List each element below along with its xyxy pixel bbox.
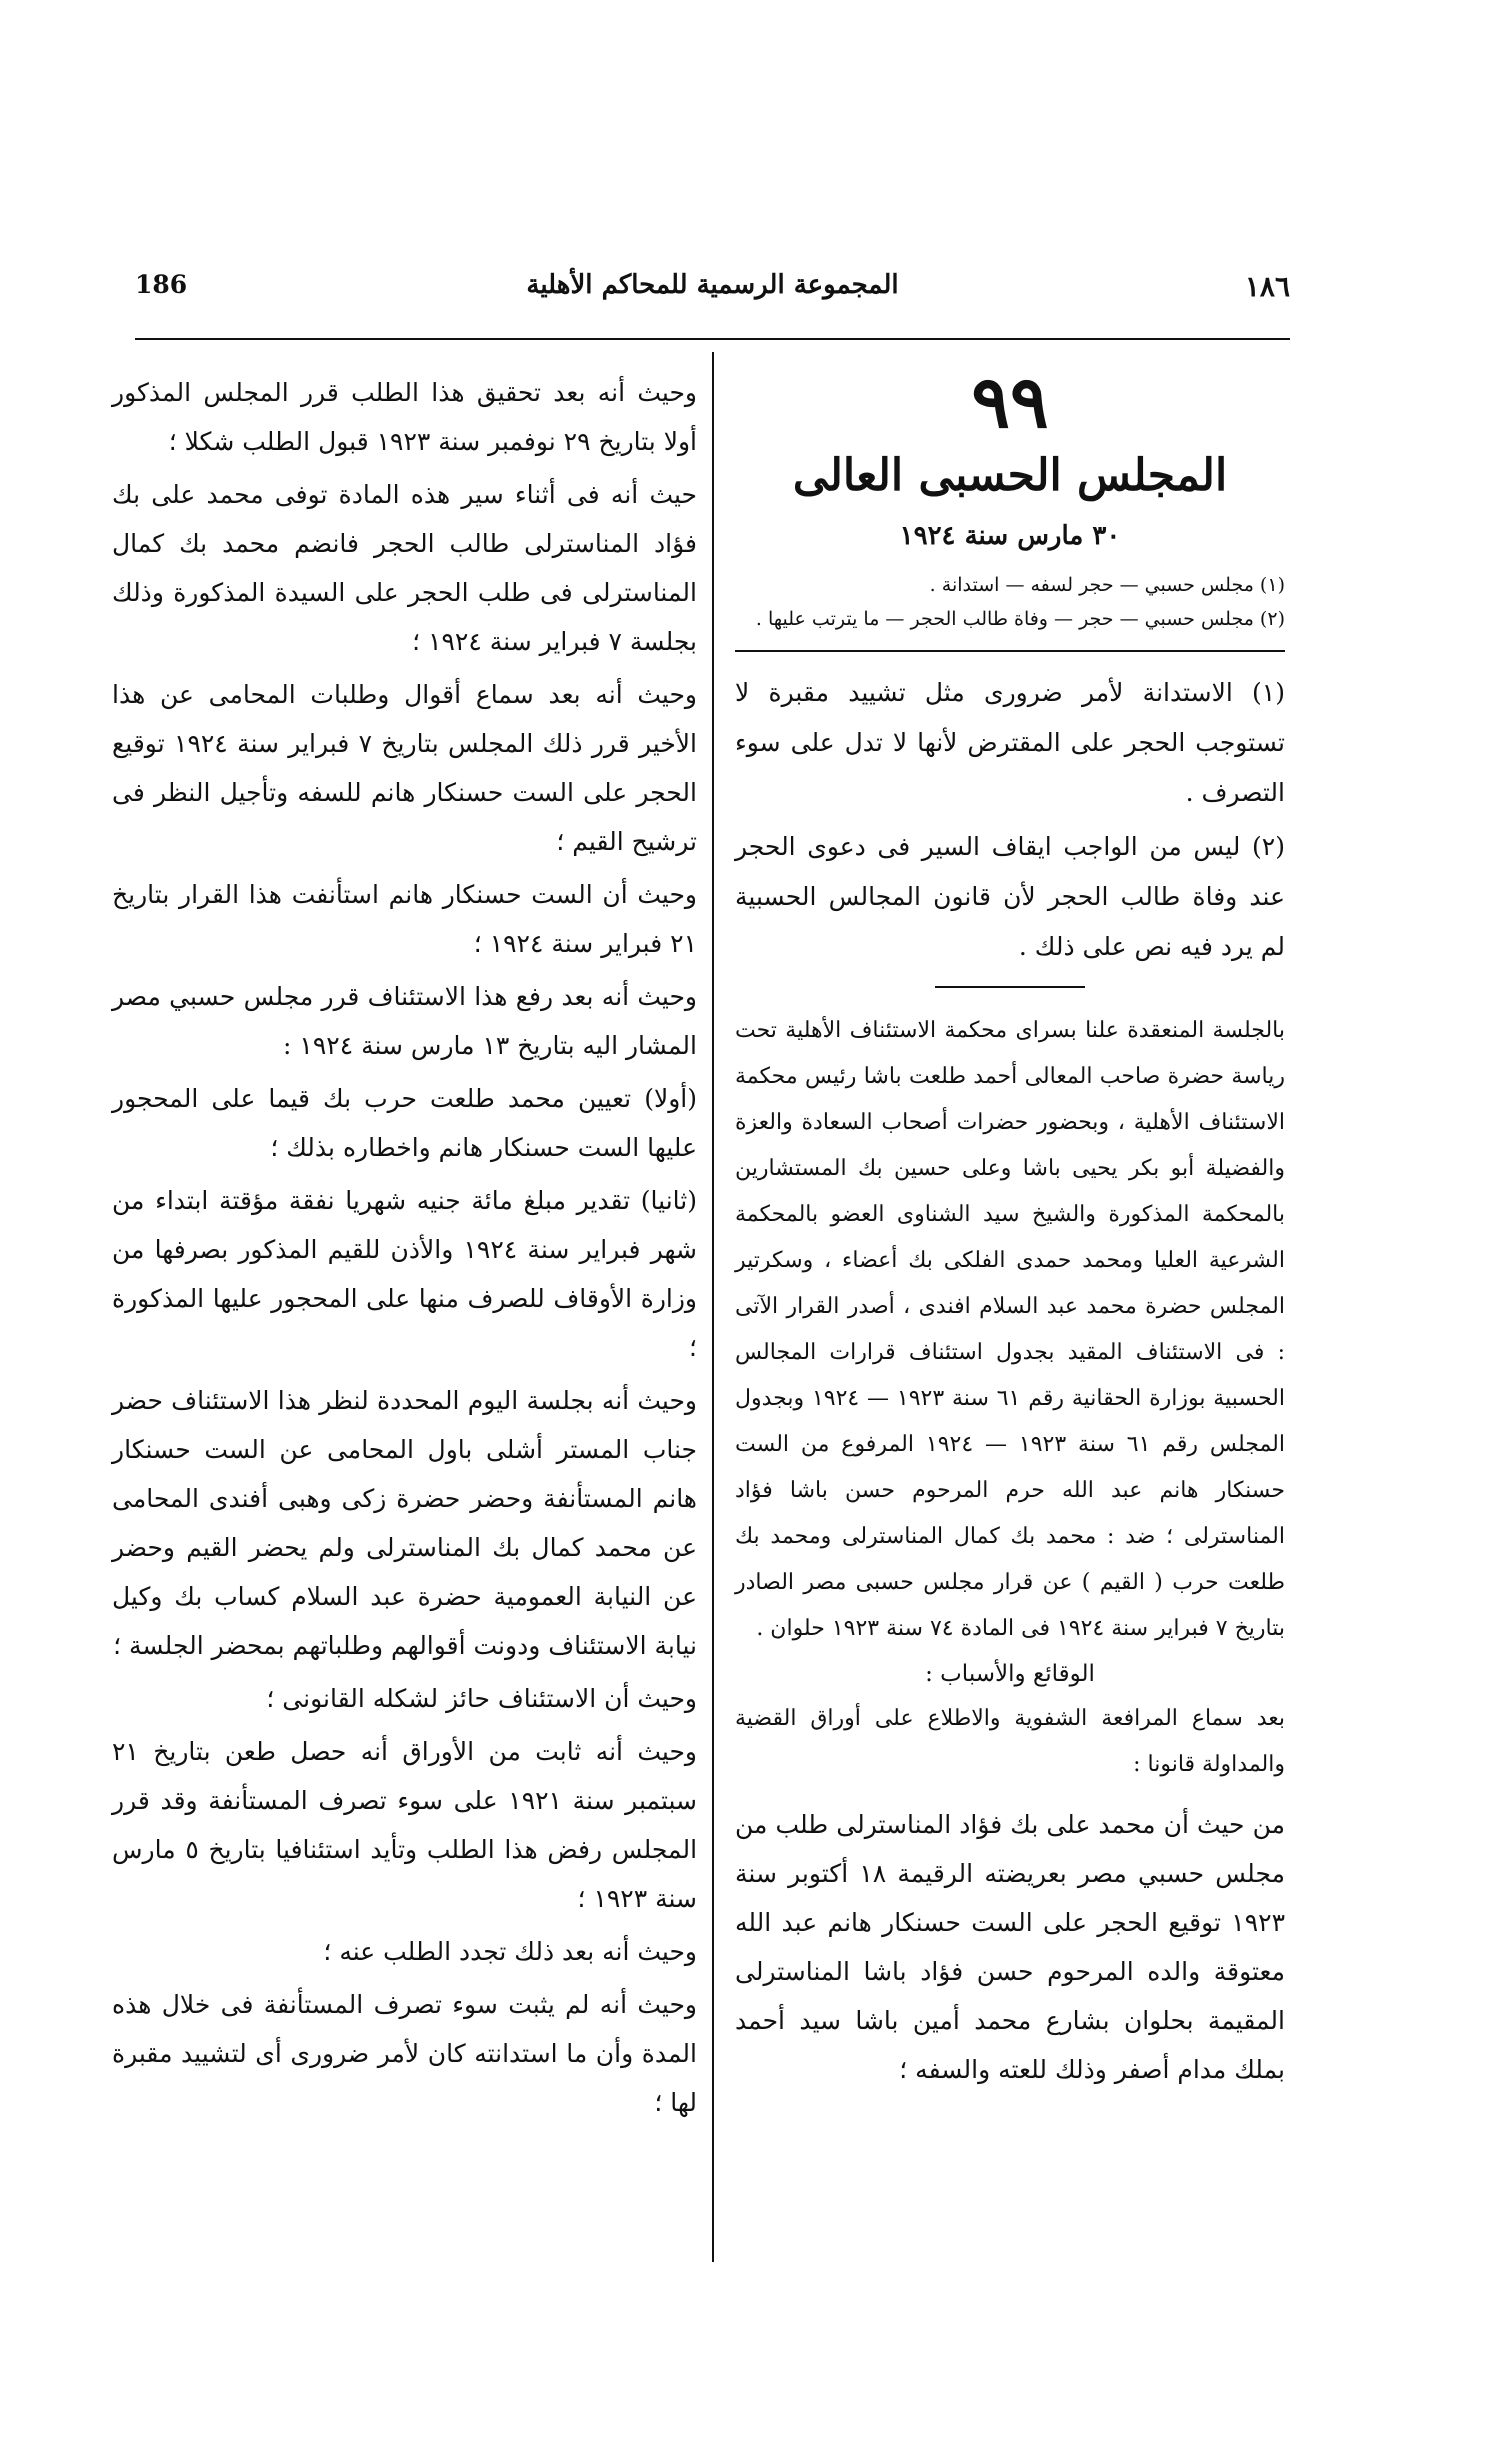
case-number: ٩٩: [971, 359, 1049, 444]
running-header: [135, 270, 1290, 320]
principle-paragraph: (٢) ليس من الواجب ايقاف السير فى دعوى الحجر عند وفاة طالب الحجر لأن قانون المجالس الحسبية لم يرد فيه نص على ذلك .: [735, 832, 1285, 961]
court-name: المجلس الحسبى العالى: [792, 450, 1228, 501]
right-column: [735, 358, 1285, 2098]
page-number-latin: 186: [135, 270, 188, 299]
body-paragraph: وحيث أنه بجلسة اليوم المحددة لنظر هذا الاستئناف حضر جناب المستر أشلى باول المحامى عن الست حسنكار هانم المستأنفة وحضر حضرة زكى وهبى أفندى المحامى عن محمد كمال بك المناسترلى ولم يحضر القيم وحضر عن النيابة العمومية حضرة عبد السلام كساب بك وكيل نيابة الاستئناف ودونت أقوالهم وطلباتهم بمحضر الجلسة ؛: [112, 1386, 697, 1660]
keyword-line: (١) مجلس حسبي — حجر لسفه — استدانة .: [929, 574, 1285, 596]
body-paragraph: وحيث أنه بعد ذلك تجدد الطلب عنه ؛: [323, 1937, 697, 1966]
body-paragraph: (ثانيا) تقدير مبلغ مائة جنيه شهريا نفقة مؤقتة ابتداء من شهر فبراير سنة ١٩٢٤ والأذن للقيم المذكور بصرفها من وزارة الأوقاف للصرف منها على المحجور عليها المذكورة ؛: [112, 1186, 697, 1362]
body-paragraph: وحيث أنه بعد رفع هذا الاستئناف قرر مجلس حسبي مصر المشار اليه بتاريخ ١٣ مارس سنة ١٩٢٤ :: [112, 982, 697, 1060]
body-paragraph: وحيث أنه بعد تحقيق هذا الطلب قرر المجلس المذكور أولا بتاريخ ٢٩ نوفمبر سنة ١٩٢٣ قبول الطلب شكلا ؛: [112, 378, 697, 456]
column-separator: [712, 352, 714, 2262]
header-title: المجموعة الرسمية للمحاكم الأهلية: [526, 270, 899, 300]
body-paragraph: (أولا) تعيين محمد طلعت حرب بك قيما على المحجور عليها الست حسنكار هانم واخطاره بذلك ؛: [112, 1084, 697, 1162]
facts-heading: الوقائع والأسباب :: [925, 1661, 1095, 1687]
body-paragraph: وحيث أنه بعد سماع أقوال وطلبات المحامى عن هذا الأخير قرر ذلك المجلس بتاريخ ٧ فبراير سنة ١٩٢٤ توقيع الحجر على الست حسنكار هانم للسفه وتأجيل النظر فى ترشيح القيم ؛: [112, 680, 697, 856]
body-paragraph: وحيث أنه لم يثبت سوء تصرف المستأنفة فى خلال هذه المدة وأن ما استدانته كان لأمر ضرورى أى لتشييد مقبرة لها ؛: [112, 1990, 697, 2117]
short-divider: [935, 986, 1085, 988]
left-column: [112, 368, 697, 2131]
body-paragraph: وحيث أن الاستئناف حائز لشكله القانونى ؛: [266, 1684, 697, 1713]
principle-paragraph: (١) الاستدانة لأمر ضرورى مثل تشييد مقبرة لا تستوجب الحجر على المقترض لأنها لا تدل على سوء التصرف .: [735, 678, 1285, 807]
section-rule: [735, 650, 1285, 652]
keyword-line: (٢) مجلس حسبي — حجر — وفاة طالب الحجر — ما يترتب عليها .: [755, 608, 1285, 630]
header-rule: [135, 338, 1290, 340]
body-paragraph: وحيث أنه ثابت من الأوراق أنه حصل طعن بتاريخ ٢١ سبتمبر سنة ١٩٢١ على سوء تصرف المستأنفة وقد قرر المجلس رفض هذا الطلب وتأيد استئنافيا بتاريخ ٥ مارس سنة ١٩٢٣ ؛: [112, 1737, 698, 1913]
session-preamble: بالجلسة المنعقدة علنا بسراى محكمة الاستئناف الأهلية تحت رياسة حضرة صاحب المعالى أحمد طلعت باشا رئيس محكمة الاستئناف الأهلية ، وبحضور حضرات أصحاب السعادة والعزة والفضيلة أبو بكر يحيى باشا وعلى حسين بك المستشارين بالمحكمة المذكورة والشيخ سيد الشناوى العضو بالمحكمة الشرعية العليا ومحمد حمدى الفلكى بك أعضاء ، وسكرتير المجلس حضرة محمد عبد السلام افندى ، أصدر القرار الآتى : فى الاستئناف المقيد بجدول استئناف قرارات المجالس الحسبية بوزارة الحقانية رقم ٦١ سنة ١٩٢٣ — ١٩٢٤ وبجدول المجلس رقم ٦١ سنة ١٩٢٣ — ١٩٢٤ المرفوع من الست حسنكار هانم عبد الله حرم المرحوم حسن باشا فؤاد المناسترلى ؛ ضد : محمد بك كمال المناسترلى ومحمد بك طلعت حرب ( القيم ) عن قرار مجلس حسبى مصر الصادر بتاريخ ٧ فبراير سنة ١٩٢٤ فى المادة ٧٤ سنة ١٩٢٣ حلوان .: [735, 1018, 1285, 1641]
facts-paragraph: من حيث أن محمد على بك فؤاد المناسترلى طلب من مجلس حسبي مصر بعريضته الرقيمة ١٨ أكتوبر سنة ١٩٢٣ توقيع الحجر على الست حسنكار هانم عبد الله معتوقة والده المرحوم حسن فؤاد باشا المناسترلى المقيمة بحلوان بشارع محمد أمين باشا سيد أحمد بملك مدام أصفر وذلك للعته والسفه ؛: [735, 1810, 1285, 2084]
facts-intro: بعد سماع المرافعة الشفوية والاطلاع على أوراق القضية والمداولة قانونا :: [735, 1706, 1285, 1777]
body-paragraph: حيث أنه فى أثناء سير هذه المادة توفى محمد على بك فؤاد المناسترلى طالب الحجر فانضم محمد بك كمال المناسترلى فى طلب الحجر على السيدة المذكورة وذلك بجلسة ٧ فبراير سنة ١٩٢٤ ؛: [112, 480, 697, 656]
page-number-arabic: ١٨٦: [1244, 270, 1290, 303]
body-paragraph: وحيث أن الست حسنكار هانم استأنفت هذا القرار بتاريخ ٢١ فبراير سنة ١٩٢٤ ؛: [112, 880, 697, 958]
ruling-date: ٣٠ مارس سنة ١٩٢٤: [899, 521, 1121, 551]
